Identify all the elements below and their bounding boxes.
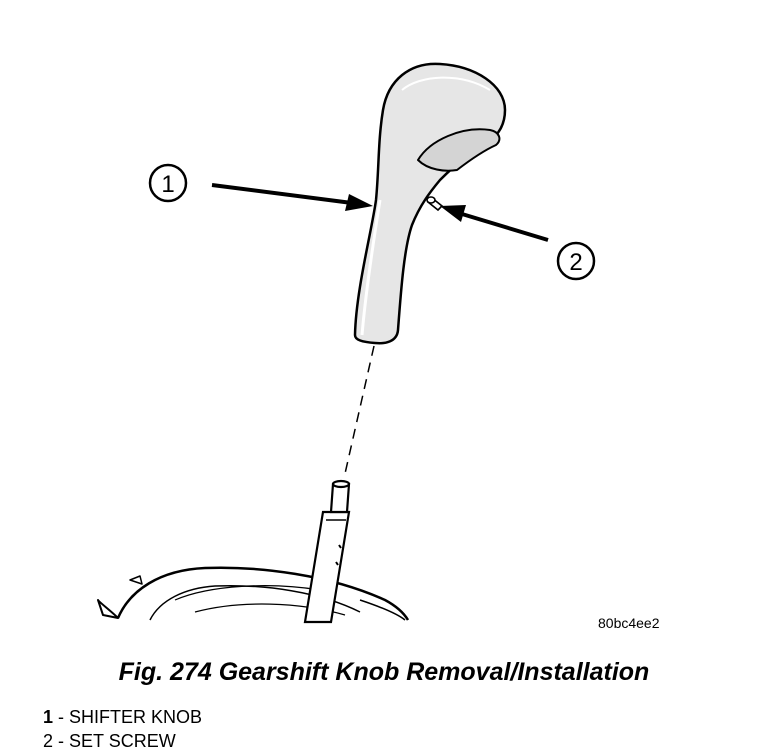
legend-label: SET SCREW <box>69 731 176 751</box>
figure-caption: Fig. 274 Gearshift Knob Removal/Installation <box>118 658 650 686</box>
callout-1-number: 1 <box>161 171 175 198</box>
image-code: 80bc4ee2 <box>598 615 660 631</box>
callout-1 <box>150 165 186 201</box>
callout-2 <box>558 243 594 279</box>
leader-arrow-1 <box>212 185 373 211</box>
legend-label: SHIFTER KNOB <box>69 707 203 727</box>
legend-separator: - <box>58 731 65 751</box>
set-screw <box>427 197 442 210</box>
legend-separator: - <box>58 707 65 727</box>
legend-item-set-screw <box>43 729 202 753</box>
shifter-console <box>98 568 408 620</box>
shift-lever <box>305 512 349 622</box>
lever-shaft-tip <box>331 481 349 512</box>
legend <box>43 705 202 753</box>
legend-item-shifter-knob <box>43 705 202 729</box>
alignment-dashed-line <box>344 346 374 478</box>
leader-arrow-2 <box>440 205 548 240</box>
legend-number: 2 <box>43 731 54 751</box>
legend-number: 1 <box>43 707 54 727</box>
callout-2-number: 2 <box>569 249 583 276</box>
